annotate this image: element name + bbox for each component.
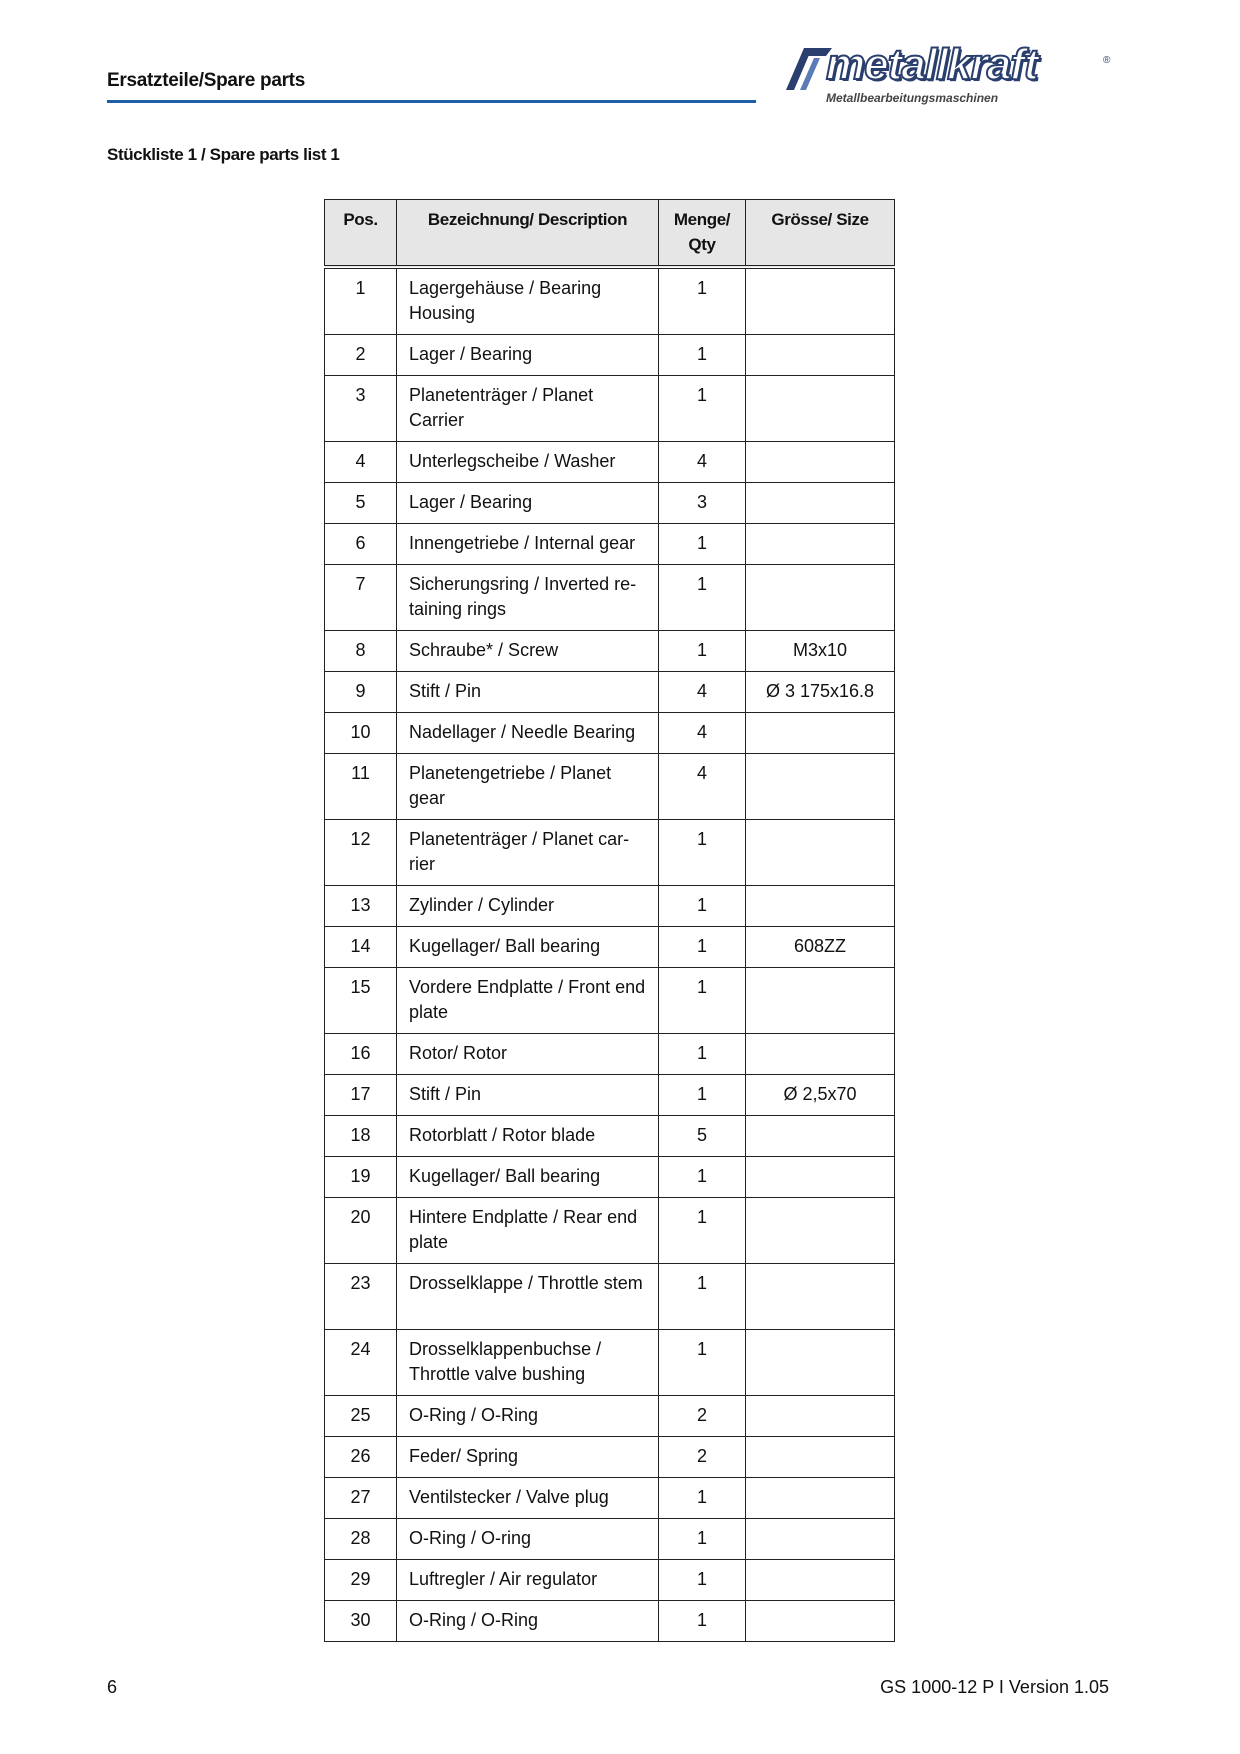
table-row bbox=[325, 442, 895, 483]
cell-size bbox=[746, 754, 895, 820]
table-row bbox=[325, 968, 895, 1034]
cell-description: Planetenträger / Planet Carrier bbox=[397, 376, 659, 442]
table-row bbox=[325, 1116, 895, 1157]
cell-size bbox=[746, 376, 895, 442]
table-row bbox=[325, 1519, 895, 1560]
cell-description: Drosselklappenbuchse / Throttle valve bushing bbox=[397, 1330, 659, 1396]
cell-qty: 1 bbox=[659, 1075, 746, 1116]
table-row bbox=[325, 267, 895, 335]
cell-pos: 26 bbox=[325, 1437, 397, 1478]
cell-size bbox=[746, 1198, 895, 1264]
table-row bbox=[325, 1437, 895, 1478]
table-row bbox=[325, 1034, 895, 1075]
cell-pos: 20 bbox=[325, 1198, 397, 1264]
page-number: 6 bbox=[107, 1677, 118, 1697]
cell-size bbox=[746, 335, 895, 376]
cell-pos: 11 bbox=[325, 754, 397, 820]
table-row bbox=[325, 754, 895, 820]
page-header-title: Ersatzteile/Spare parts bbox=[107, 70, 305, 91]
cell-qty: 4 bbox=[659, 754, 746, 820]
spare-parts-table bbox=[324, 199, 895, 1642]
cell-pos: 24 bbox=[325, 1330, 397, 1396]
cell-pos: 6 bbox=[325, 524, 397, 565]
cell-description: Kugellager/ Ball bearing bbox=[397, 1157, 659, 1198]
cell-pos: 25 bbox=[325, 1396, 397, 1437]
cell-description: O-Ring / O-ring bbox=[397, 1519, 659, 1560]
cell-description: Vordere Endplatte / Front end plate bbox=[397, 968, 659, 1034]
cell-qty: 4 bbox=[659, 672, 746, 713]
cell-qty: 1 bbox=[659, 1519, 746, 1560]
cell-description: Ventilstecker / Valve plug bbox=[397, 1478, 659, 1519]
cell-size bbox=[746, 886, 895, 927]
cell-pos: 9 bbox=[325, 672, 397, 713]
column-header-description: Bezeichnung/ Description bbox=[397, 200, 659, 268]
cell-size bbox=[746, 267, 895, 335]
cell-qty: 1 bbox=[659, 1478, 746, 1519]
cell-qty: 3 bbox=[659, 483, 746, 524]
cell-description: Stift / Pin bbox=[397, 672, 659, 713]
cell-qty: 1 bbox=[659, 376, 746, 442]
cell-size: 608ZZ bbox=[746, 927, 895, 968]
cell-qty: 4 bbox=[659, 713, 746, 754]
cell-qty: 2 bbox=[659, 1396, 746, 1437]
cell-qty: 1 bbox=[659, 565, 746, 631]
cell-description: Rotor/ Rotor bbox=[397, 1034, 659, 1075]
cell-description: Planetengetriebe / Planet gear bbox=[397, 754, 659, 820]
table-row bbox=[325, 1157, 895, 1198]
table-row bbox=[325, 820, 895, 886]
cell-size bbox=[746, 1034, 895, 1075]
header-divider bbox=[107, 100, 756, 103]
cell-pos: 27 bbox=[325, 1478, 397, 1519]
cell-pos: 17 bbox=[325, 1075, 397, 1116]
cell-pos: 28 bbox=[325, 1519, 397, 1560]
cell-qty: 1 bbox=[659, 886, 746, 927]
table-row bbox=[325, 1396, 895, 1437]
cell-size bbox=[746, 713, 895, 754]
cell-pos: 4 bbox=[325, 442, 397, 483]
logo-subtitle: Metallbearbeitungsmaschinen bbox=[826, 91, 999, 105]
cell-qty: 1 bbox=[659, 968, 746, 1034]
cell-qty: 5 bbox=[659, 1116, 746, 1157]
cell-size: Ø 3 175x16.8 bbox=[746, 672, 895, 713]
table-row bbox=[325, 335, 895, 376]
cell-qty: 1 bbox=[659, 524, 746, 565]
cell-description: O-Ring / O-Ring bbox=[397, 1601, 659, 1642]
cell-description: Luftregler / Air regulator bbox=[397, 1560, 659, 1601]
cell-size bbox=[746, 524, 895, 565]
cell-qty: 1 bbox=[659, 927, 746, 968]
cell-pos: 3 bbox=[325, 376, 397, 442]
cell-qty: 1 bbox=[659, 1560, 746, 1601]
cell-qty: 1 bbox=[659, 631, 746, 672]
cell-size bbox=[746, 1437, 895, 1478]
table-row bbox=[325, 927, 895, 968]
table-row bbox=[325, 524, 895, 565]
cell-description: Drosselklappe / Throttle stem bbox=[397, 1264, 659, 1330]
cell-pos: 30 bbox=[325, 1601, 397, 1642]
column-header-pos: Pos. bbox=[325, 200, 397, 268]
table-row bbox=[325, 631, 895, 672]
cell-size bbox=[746, 1560, 895, 1601]
cell-qty: 1 bbox=[659, 1157, 746, 1198]
cell-pos: 12 bbox=[325, 820, 397, 886]
cell-qty: 2 bbox=[659, 1437, 746, 1478]
cell-size bbox=[746, 1264, 895, 1330]
cell-pos: 29 bbox=[325, 1560, 397, 1601]
table-row bbox=[325, 1330, 895, 1396]
table-row bbox=[325, 672, 895, 713]
model-version: GS 1000-12 P I Version 1.05 bbox=[880, 1677, 1109, 1697]
table-body bbox=[325, 267, 895, 1642]
cell-pos: 15 bbox=[325, 968, 397, 1034]
cell-pos: 2 bbox=[325, 335, 397, 376]
cell-description: Planetenträger / Planet car-rier bbox=[397, 820, 659, 886]
cell-pos: 5 bbox=[325, 483, 397, 524]
cell-size: M3x10 bbox=[746, 631, 895, 672]
table-row bbox=[325, 1601, 895, 1642]
cell-size bbox=[746, 483, 895, 524]
table-row bbox=[325, 1264, 895, 1330]
cell-size: Ø 2,5x70 bbox=[746, 1075, 895, 1116]
cell-size bbox=[746, 1330, 895, 1396]
cell-description: Innengetriebe / Internal gear bbox=[397, 524, 659, 565]
cell-pos: 23 bbox=[325, 1264, 397, 1330]
cell-qty: 1 bbox=[659, 820, 746, 886]
cell-description: Schraube* / Screw bbox=[397, 631, 659, 672]
cell-description: Hintere Endplatte / Rear end plate bbox=[397, 1198, 659, 1264]
cell-size bbox=[746, 1157, 895, 1198]
cell-size bbox=[746, 820, 895, 886]
table-row bbox=[325, 886, 895, 927]
cell-qty: 1 bbox=[659, 335, 746, 376]
column-header-qty: Menge/ Qty bbox=[659, 200, 746, 268]
cell-pos: 14 bbox=[325, 927, 397, 968]
cell-pos: 19 bbox=[325, 1157, 397, 1198]
logo-wordmark: metallkraft bbox=[826, 40, 1038, 89]
cell-pos: 1 bbox=[325, 267, 397, 335]
metallkraft-logo bbox=[786, 40, 1116, 106]
cell-description: Stift / Pin bbox=[397, 1075, 659, 1116]
table-row bbox=[325, 483, 895, 524]
table-row bbox=[325, 1075, 895, 1116]
cell-size bbox=[746, 442, 895, 483]
cell-size bbox=[746, 565, 895, 631]
cell-description: Lager / Bearing bbox=[397, 483, 659, 524]
cell-qty: 1 bbox=[659, 1264, 746, 1330]
table-row bbox=[325, 713, 895, 754]
column-header-size: Grösse/ Size bbox=[746, 200, 895, 268]
cell-pos: 18 bbox=[325, 1116, 397, 1157]
cell-qty: 1 bbox=[659, 1198, 746, 1264]
table-row bbox=[325, 1198, 895, 1264]
cell-pos: 8 bbox=[325, 631, 397, 672]
cell-qty: 1 bbox=[659, 267, 746, 335]
cell-size bbox=[746, 1601, 895, 1642]
cell-size bbox=[746, 1519, 895, 1560]
table-row bbox=[325, 1478, 895, 1519]
section-title: Stückliste 1 / Spare parts list 1 bbox=[107, 145, 340, 164]
table-row bbox=[325, 1560, 895, 1601]
cell-description: Rotorblatt / Rotor blade bbox=[397, 1116, 659, 1157]
cell-description: Unterlegscheibe / Washer bbox=[397, 442, 659, 483]
cell-pos: 16 bbox=[325, 1034, 397, 1075]
cell-qty: 4 bbox=[659, 442, 746, 483]
cell-size bbox=[746, 968, 895, 1034]
cell-size bbox=[746, 1116, 895, 1157]
cell-description: Nadellager / Needle Bearing bbox=[397, 713, 659, 754]
cell-description: Lager / Bearing bbox=[397, 335, 659, 376]
cell-size bbox=[746, 1478, 895, 1519]
cell-qty: 1 bbox=[659, 1034, 746, 1075]
cell-qty: 1 bbox=[659, 1330, 746, 1396]
cell-pos: 7 bbox=[325, 565, 397, 631]
cell-description: Zylinder / Cylinder bbox=[397, 886, 659, 927]
logo-registered-mark: ® bbox=[1103, 55, 1111, 66]
table-row bbox=[325, 565, 895, 631]
cell-description: Lagergehäuse / Bearing Housing bbox=[397, 267, 659, 335]
table-row bbox=[325, 376, 895, 442]
cell-pos: 13 bbox=[325, 886, 397, 927]
table-header-row bbox=[325, 200, 895, 268]
cell-description: O-Ring / O-Ring bbox=[397, 1396, 659, 1437]
cell-description: Feder/ Spring bbox=[397, 1437, 659, 1478]
cell-pos: 10 bbox=[325, 713, 397, 754]
cell-size bbox=[746, 1396, 895, 1437]
cell-description: Kugellager/ Ball bearing bbox=[397, 927, 659, 968]
cell-description: Sicherungsring / Inverted re-taining rings bbox=[397, 565, 659, 631]
cell-qty: 1 bbox=[659, 1601, 746, 1642]
